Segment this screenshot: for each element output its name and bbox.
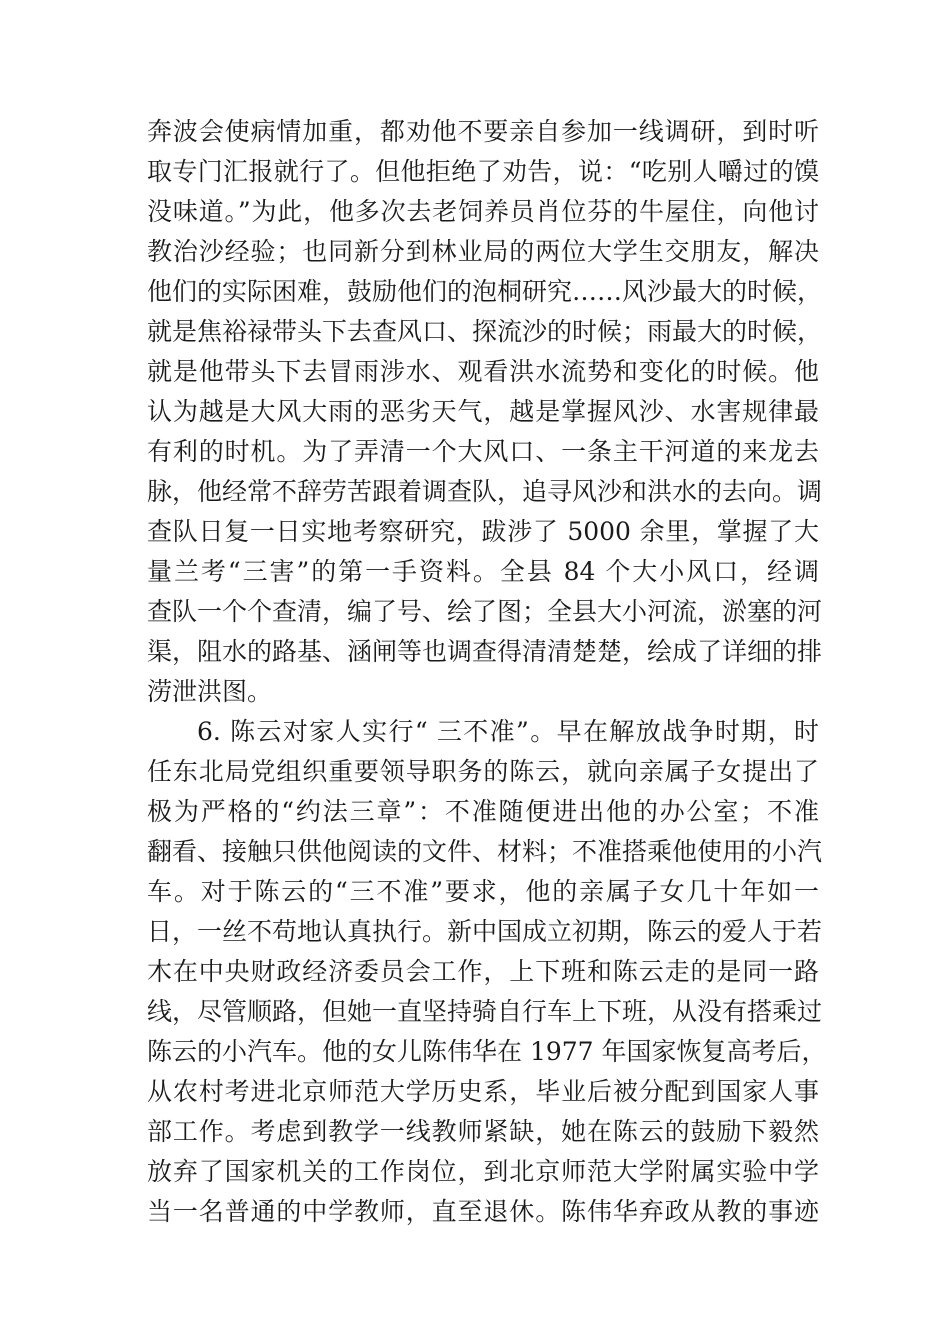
text-line: 奔波会使病情加重，都劝他不要亲自参加一线调研，到时听 — [147, 117, 819, 146]
text-line: 车。对于陈云的“三不准”要求，他的亲属子女几十年如一 — [147, 877, 819, 906]
text-line: 陈云的小汽车。他的女儿陈伟华在 1977 年国家恢复高考后， — [147, 1037, 827, 1066]
text-line: 教治沙经验；也同新分到林业局的两位大学生交朋友，解决 — [147, 237, 819, 266]
text-line: 没味道。”为此，他多次去老饲养员肖位芬的牛屋住，向他讨 — [147, 197, 819, 226]
text-line: 查队一个个查清，编了号、绘了图；全县大小河流，淤塞的河 — [147, 597, 823, 626]
text-line: 木在中央财政经济委员会工作，上下班和陈云走的是同一路 — [147, 957, 819, 986]
text-line: 取专门汇报就行了。但他拒绝了劝告，说：“吃别人嚼过的馍 — [147, 157, 819, 186]
text-line: 他们的实际困难，鼓励他们的泡桐研究……风沙最大的时候， — [147, 277, 823, 306]
text-line: 渠，阻水的路基、涵闸等也调查得清清楚楚，绘成了详细的排 — [147, 637, 823, 666]
text-line: 就是他带头下去冒雨涉水、观看洪水流势和变化的时候。他 — [147, 357, 819, 386]
text-line: 日，一丝不苟地认真执行。新中国成立初期，陈云的爱人于若 — [147, 917, 823, 946]
text-line: 当一名普通的中学教师，直至退休。陈伟华弃政从教的事迹 — [147, 1197, 819, 1226]
text-line: 涝泄洪图。 — [147, 677, 273, 706]
text-line: 查队日复一日实地考察研究，跋涉了 5000 余里，掌握了大 — [147, 517, 819, 546]
text-line: 部工作。考虑到教学一线教师紧缺，她在陈云的鼓励下毅然 — [147, 1117, 819, 1146]
section-heading-line: 6. 陈云对家人实行“ 三不准”。早在解放战争时期，时 — [197, 717, 819, 746]
text-line: 翻看、接触只供他阅读的文件、材料；不准搭乘他使用的小汽 — [147, 837, 823, 866]
text-line: 从农村考进北京师范大学历史系，毕业后被分配到国家人事 — [147, 1077, 819, 1106]
text-line: 任东北局党组织重要领导职务的陈云，就向亲属子女提出了 — [147, 757, 819, 786]
text-line: 极为严格的“约法三章”：不准随便进出他的办公室；不准 — [147, 797, 819, 826]
text-line: 脉，他经常不辞劳苦跟着调查队，追寻风沙和洪水的去向。调 — [147, 477, 823, 506]
text-line: 线，尽管顺路，但她一直坚持骑自行车上下班，从没有搭乘过 — [147, 997, 823, 1026]
text-line: 就是焦裕禄带头下去查风口、探流沙的时候；雨最大的时候， — [147, 317, 823, 346]
text-line: 认为越是大风大雨的恶劣天气，越是掌握风沙、水害规律最 — [147, 397, 819, 426]
text-line: 放弃了国家机关的工作岗位，到北京师范大学附属实验中学 — [147, 1157, 819, 1186]
text-line: 量兰考“三害”的第一手资料。全县 84 个大小风口，经调 — [147, 557, 819, 586]
text-line: 有利的时机。为了弄清一个大风口、一条主干河道的来龙去 — [147, 437, 819, 466]
